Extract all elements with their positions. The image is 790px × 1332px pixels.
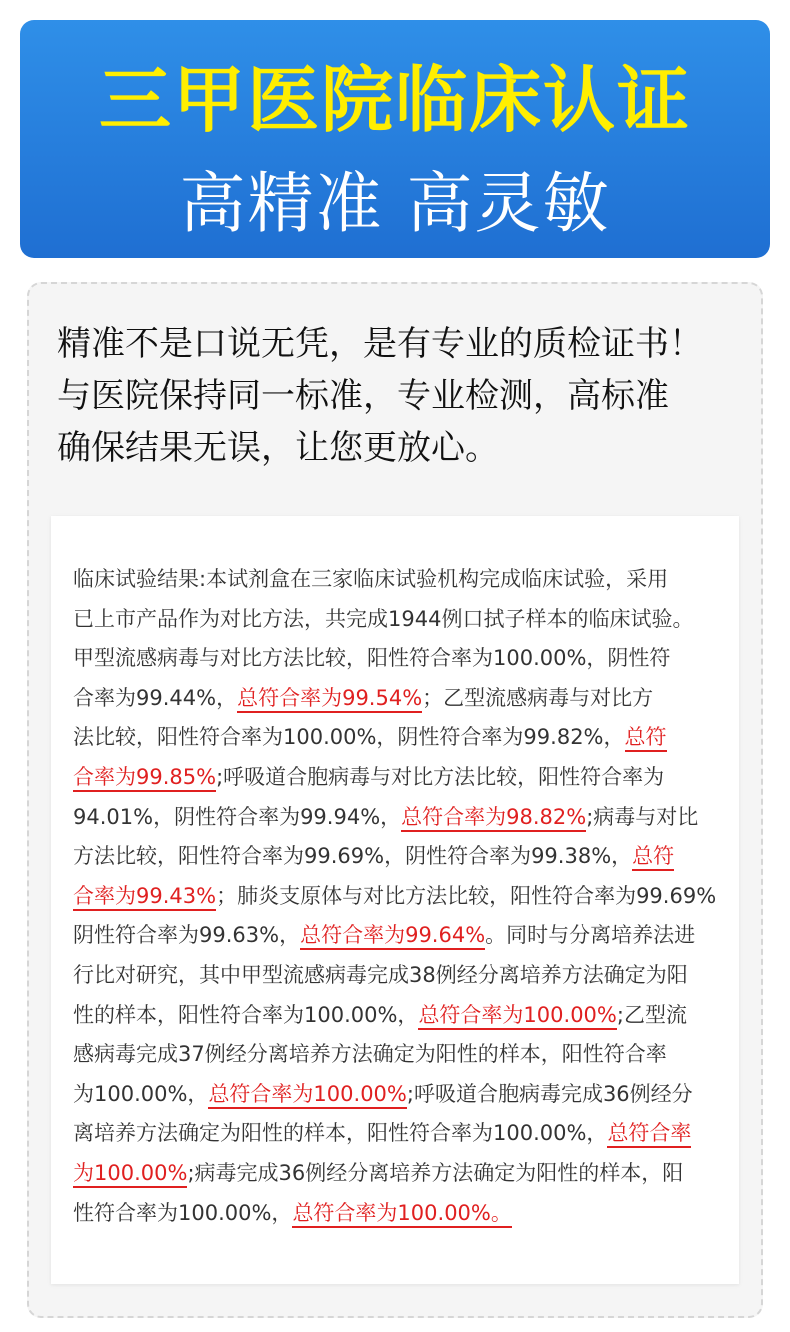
- result-text-segment: ;病毒完成36例经分离培养方法确定为阳性的样本，阳: [187, 1160, 684, 1185]
- result-line: [73, 956, 723, 996]
- result-text-segment: 方法比较，阳性符合率为99.69%，阴性符合率为99.38%，: [73, 844, 633, 869]
- highlight-total-rate: 总符合率为99.54%: [237, 686, 422, 713]
- highlight-total-rate: 总符合率为99.64%: [300, 923, 485, 950]
- highlight-total-rate: 总符合率: [607, 1121, 691, 1148]
- banner-subtitle: 高精准 高灵敏: [179, 165, 611, 242]
- result-line: [73, 1154, 723, 1194]
- result-line: [73, 1075, 723, 1115]
- clinical-results-text: [73, 560, 723, 1233]
- result-line: [73, 798, 723, 838]
- result-text-segment: ；乙型流感病毒与对比方: [422, 685, 654, 710]
- content-panel: [27, 282, 763, 1318]
- highlight-total-rate: 合率为99.85%: [73, 765, 216, 792]
- result-text-segment: 感病毒完成37例经分离培养方法确定为阳性的样本，阳性符合率: [73, 1042, 667, 1067]
- result-text-segment: 法比较，阳性符合率为100.00%，阴性符合率为99.82%，: [73, 725, 625, 750]
- result-text-segment: ;呼吸道合胞病毒完成36例经分: [406, 1081, 693, 1106]
- result-line: [73, 1114, 723, 1154]
- result-line: [73, 996, 723, 1036]
- highlight-total-rate: 总符合率为100.00%。: [292, 1201, 511, 1228]
- result-text-segment: 94.01%，阴性符合率为99.94%，: [73, 804, 402, 829]
- result-text-segment: ；肺炎支原体与对比方法比较，阳性符合率为99.69%: [216, 883, 717, 908]
- result-text-segment: 临床试验结果:本试剂盒在三家临床试验机构完成临床试验，采用: [73, 567, 669, 591]
- highlight-total-rate: 总符合率为100.00%: [418, 1003, 616, 1030]
- result-line: [73, 1194, 723, 1234]
- result-text-segment: 甲型流感病毒与对比方法比较，阳性符合率为100.00%，阴性符: [73, 646, 671, 671]
- highlight-total-rate: 合率为99.43%: [73, 884, 216, 911]
- result-text-segment: ;呼吸道合胞病毒与对比方法比较，阳性符合率为: [216, 764, 665, 789]
- result-line: [73, 560, 723, 600]
- result-text-segment: 已上市产品作为对比方法，共完成1944例口拭子样本的临床试验。: [73, 606, 694, 631]
- result-line: [73, 600, 723, 640]
- highlight-total-rate: 总符合率为98.82%: [401, 805, 586, 832]
- header-banner: [20, 20, 770, 258]
- result-line: [73, 758, 723, 798]
- result-text-segment: 性的样本，阳性符合率为100.00%，: [73, 1002, 419, 1027]
- result-line: [73, 1035, 723, 1075]
- result-text-segment: 。同时与分离培养法进: [485, 923, 696, 948]
- intro-line: 确保结果无误，让您更放心。: [57, 428, 499, 468]
- result-text-segment: ;病毒与对比: [586, 804, 699, 829]
- result-line: [73, 679, 723, 719]
- result-line: [73, 837, 723, 877]
- clinical-results-card: [51, 516, 739, 1284]
- intro-line: 与医院保持同一标准，专业检测，高标准: [57, 376, 669, 416]
- intro-text: [57, 318, 747, 474]
- intro-line: 精准不是口说无凭，是有专业的质检证书！: [57, 324, 703, 364]
- result-text-segment: 为100.00%，: [73, 1081, 209, 1106]
- result-line: [73, 718, 723, 758]
- result-text-segment: 行比对研究，其中甲型流感病毒完成38例经分离培养方法确定为阳: [73, 962, 688, 987]
- result-text-segment: ;乙型流: [616, 1002, 687, 1027]
- result-text-segment: 阴性符合率为99.63%，: [73, 923, 301, 948]
- highlight-total-rate: 为100.00%: [73, 1161, 187, 1188]
- result-line: [73, 916, 723, 956]
- result-line: [73, 639, 723, 679]
- highlight-total-rate: 总符合率为100.00%: [208, 1082, 406, 1109]
- result-text-segment: 性符合率为100.00%，: [73, 1200, 293, 1225]
- result-text-segment: 离培养方法确定为阳性的样本，阳性符合率为100.00%，: [73, 1121, 608, 1146]
- highlight-total-rate: 总符: [632, 844, 674, 871]
- result-line: [73, 877, 723, 917]
- highlight-total-rate: 总符: [625, 725, 667, 752]
- banner-title: 三甲医院临床认证: [98, 58, 691, 142]
- result-text-segment: 合率为99.44%，: [73, 685, 238, 710]
